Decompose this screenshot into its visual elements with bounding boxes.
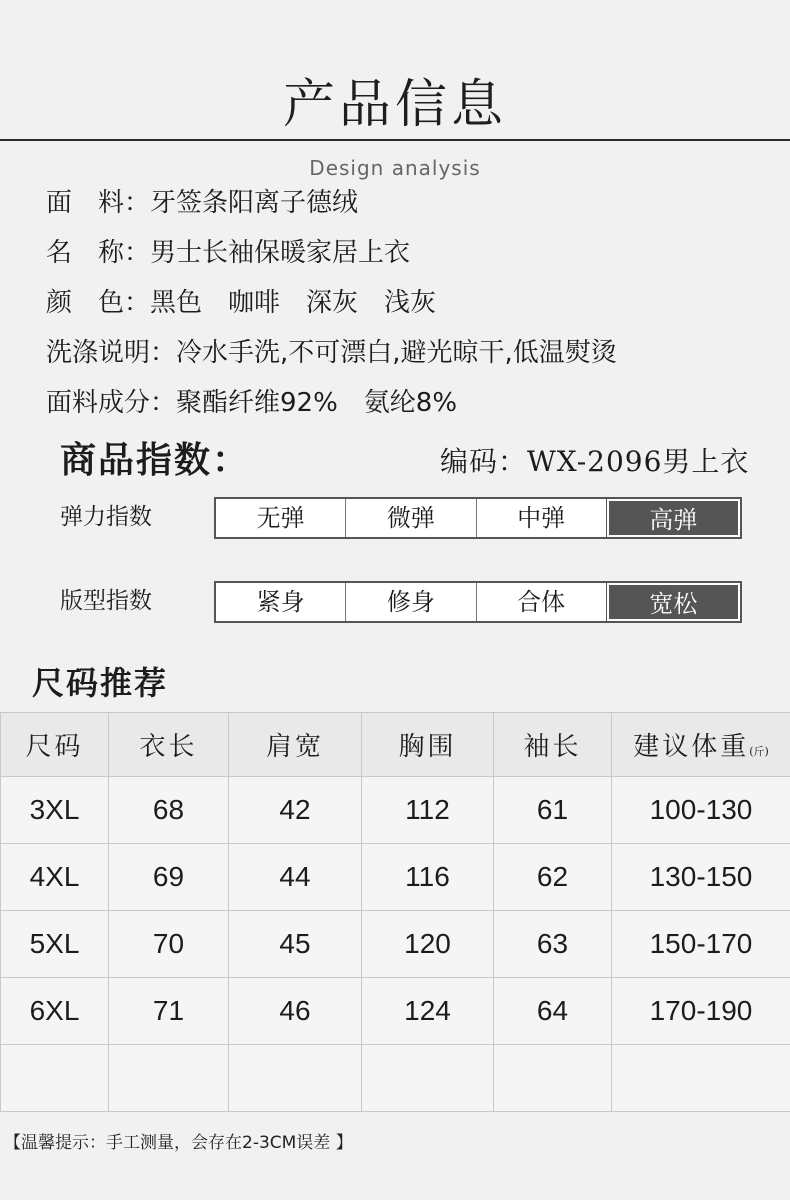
cell-shoulder: 46 (229, 978, 362, 1045)
cell-size: 6XL (1, 978, 109, 1045)
cell-empty (362, 1045, 494, 1112)
elasticity-option: 无弹 (216, 499, 346, 537)
info-row-fabric (46, 186, 766, 236)
info-label: 洗涤说明： (46, 338, 177, 368)
cell-sleeve: 62 (494, 844, 612, 911)
fit-option: 紧身 (216, 583, 346, 621)
table-row (1, 911, 790, 978)
cell-sleeve: 64 (494, 978, 612, 1045)
header-shoulder: 肩宽 (229, 713, 362, 777)
table-row (1, 777, 790, 844)
cell-length: 71 (109, 978, 229, 1045)
cell-weight: 100-130 (612, 777, 790, 844)
elasticity-option: 微弹 (346, 499, 476, 537)
product-info-list (46, 186, 766, 436)
title-divider (0, 139, 790, 141)
info-row-composition (46, 386, 766, 436)
cell-sleeve: 63 (494, 911, 612, 978)
cell-empty (1, 1045, 109, 1112)
fit-option-selected: 宽松 (607, 583, 740, 621)
info-label: 面 料： (46, 188, 151, 218)
cell-empty (612, 1045, 790, 1112)
cell-length: 70 (109, 911, 229, 978)
cell-shoulder: 45 (229, 911, 362, 978)
info-row-color (46, 286, 766, 336)
info-value: 黑色 咖啡 深灰 浅灰 (150, 288, 437, 318)
info-label: 面料成分： (46, 388, 177, 418)
cell-weight: 130-150 (612, 844, 790, 911)
page-title: 产品信息 (282, 75, 507, 135)
product-index-title: 商品指数： (60, 440, 251, 481)
header-sleeve: 袖长 (494, 713, 612, 777)
info-label: 名 称： (46, 238, 151, 268)
header-weight (612, 713, 790, 777)
cell-chest: 112 (362, 777, 494, 844)
info-row-name (46, 236, 766, 286)
info-value: 聚酯纤维92% 氨纶8% (176, 388, 458, 418)
cell-weight: 150-170 (612, 911, 790, 978)
elasticity-index (60, 497, 760, 541)
cell-length: 69 (109, 844, 229, 911)
info-row-washing (46, 336, 766, 386)
cell-chest: 120 (362, 911, 494, 978)
elasticity-option: 中弹 (477, 499, 607, 537)
fit-label: 版型指数 (60, 588, 152, 614)
fit-scale (214, 581, 742, 623)
table-row (1, 844, 790, 911)
cell-weight: 170-190 (612, 978, 790, 1045)
measurement-tip: 【温馨提示：手工测量，会存在2-3CM误差 】 (4, 1133, 353, 1153)
table-row-empty (1, 1045, 790, 1112)
header-size: 尺码 (1, 713, 109, 777)
header-chest: 胸围 (362, 713, 494, 777)
cell-shoulder: 44 (229, 844, 362, 911)
cell-size: 3XL (1, 777, 109, 844)
table-row (1, 978, 790, 1045)
elasticity-scale (214, 497, 742, 539)
fit-option: 合体 (477, 583, 607, 621)
cell-shoulder: 42 (229, 777, 362, 844)
info-value: 牙签条阳离子德绒 (150, 188, 359, 218)
weight-unit: (斤) (749, 745, 769, 758)
cell-empty (494, 1045, 612, 1112)
size-table-title: 尺码推荐 (32, 664, 169, 702)
fit-option: 修身 (346, 583, 476, 621)
elasticity-option-selected: 高弹 (607, 499, 740, 537)
cell-size: 5XL (1, 911, 109, 978)
fit-index (60, 581, 760, 625)
info-value: 冷水手洗,不可漂白,避光晾干,低温熨烫 (176, 338, 617, 368)
cell-length: 68 (109, 777, 229, 844)
page-subtitle: Design analysis (309, 156, 481, 180)
cell-empty (109, 1045, 229, 1112)
cell-sleeve: 61 (494, 777, 612, 844)
elasticity-label: 弹力指数 (60, 504, 152, 530)
table-header-row (1, 713, 790, 777)
cell-size: 4XL (1, 844, 109, 911)
info-label: 颜 色： (46, 288, 151, 318)
header-length: 衣长 (109, 713, 229, 777)
product-code: 编码：WX-2096男上衣 (440, 445, 750, 478)
cell-chest: 124 (362, 978, 494, 1045)
cell-empty (229, 1045, 362, 1112)
header-weight-label: 建议体重 (633, 732, 750, 762)
info-value: 男士长袖保暖家居上衣 (150, 238, 411, 268)
cell-chest: 116 (362, 844, 494, 911)
size-table (0, 712, 790, 1112)
